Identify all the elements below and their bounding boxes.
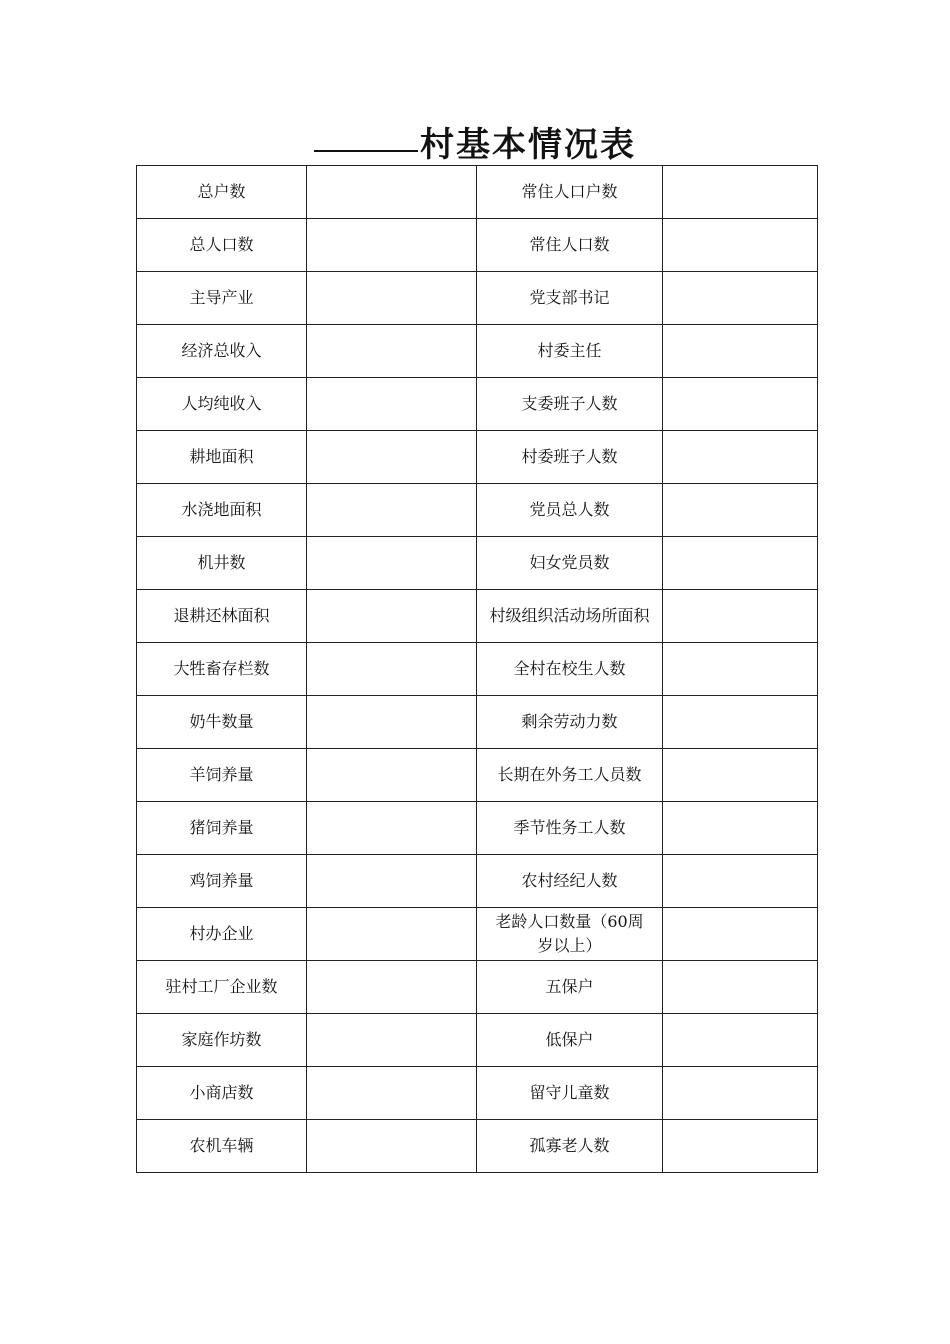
row-label-right	[477, 696, 663, 749]
row-value-left[interactable]	[307, 696, 477, 749]
row-value-left[interactable]	[307, 749, 477, 802]
row-label-right-text: 村委主任	[537, 341, 602, 360]
page-title-text: 村基本情况表	[420, 125, 636, 165]
row-label-left: 人均纯收入	[137, 378, 307, 431]
table-row	[137, 643, 818, 696]
row-label-left: 耕地面积	[137, 431, 307, 484]
row-value-right[interactable]	[663, 961, 818, 1014]
row-label-right-text: 农村经纪人数	[521, 871, 618, 890]
table-row	[137, 855, 818, 908]
row-value-right[interactable]	[663, 855, 818, 908]
row-value-left[interactable]	[307, 378, 477, 431]
village-name-blank[interactable]	[314, 110, 418, 152]
row-label-right-text: 党支部书记	[529, 288, 610, 307]
row-value-left[interactable]	[307, 908, 477, 961]
row-value-left[interactable]	[307, 1120, 477, 1173]
row-label-right-text: 长期在外务工人员数	[497, 765, 642, 784]
table-row	[137, 1067, 818, 1120]
row-value-right[interactable]	[663, 325, 818, 378]
row-value-left[interactable]	[307, 484, 477, 537]
table-row	[137, 378, 818, 431]
row-label-left: 农机车辆	[137, 1120, 307, 1173]
table-row	[137, 484, 818, 537]
row-value-left[interactable]	[307, 166, 477, 219]
row-value-right[interactable]	[663, 590, 818, 643]
row-label-left: 总户数	[137, 166, 307, 219]
row-value-right[interactable]	[663, 1120, 818, 1173]
row-value-right[interactable]	[663, 431, 818, 484]
row-value-right[interactable]	[663, 378, 818, 431]
row-value-right[interactable]	[663, 272, 818, 325]
table-row	[137, 1014, 818, 1067]
row-value-right[interactable]	[663, 696, 818, 749]
table-row	[137, 431, 818, 484]
row-label-right-text: 全村在校生人数	[513, 659, 626, 678]
row-label-left: 大牲畜存栏数	[137, 643, 307, 696]
page-title	[0, 114, 950, 169]
row-value-left[interactable]	[307, 590, 477, 643]
row-label-right	[477, 961, 663, 1014]
row-label-right	[477, 749, 663, 802]
row-value-right[interactable]	[663, 484, 818, 537]
row-value-right[interactable]	[663, 643, 818, 696]
row-label-right-text: 低保户	[545, 1030, 594, 1049]
table-row	[137, 272, 818, 325]
row-label-right	[477, 1067, 663, 1120]
row-label-right	[477, 537, 663, 590]
row-label-right	[477, 272, 663, 325]
table-row	[137, 590, 818, 643]
row-label-right-text: 剩余劳动力数	[521, 712, 618, 731]
row-label-left: 奶牛数量	[137, 696, 307, 749]
table-body	[137, 166, 818, 1173]
row-value-left[interactable]	[307, 961, 477, 1014]
row-label-right-text: 留守儿童数	[529, 1083, 610, 1102]
table-row	[137, 696, 818, 749]
row-value-left[interactable]	[307, 1014, 477, 1067]
row-value-left[interactable]	[307, 855, 477, 908]
row-value-left[interactable]	[307, 537, 477, 590]
row-value-right[interactable]	[663, 908, 818, 961]
row-label-left: 退耕还林面积	[137, 590, 307, 643]
table-row	[137, 219, 818, 272]
row-value-right[interactable]	[663, 749, 818, 802]
row-label-right	[477, 1120, 663, 1173]
table-row	[137, 961, 818, 1014]
row-label-left: 总人口数	[137, 219, 307, 272]
row-label-right	[477, 590, 663, 643]
row-label-right	[477, 802, 663, 855]
row-value-left[interactable]	[307, 325, 477, 378]
row-label-right	[477, 219, 663, 272]
row-value-right[interactable]	[663, 219, 818, 272]
row-label-left: 主导产业	[137, 272, 307, 325]
row-value-right[interactable]	[663, 1014, 818, 1067]
row-value-left[interactable]	[307, 643, 477, 696]
row-label-right	[477, 166, 663, 219]
row-label-right	[477, 484, 663, 537]
row-label-right	[477, 643, 663, 696]
row-value-left[interactable]	[307, 802, 477, 855]
row-label-right-text: 常住人口户数	[521, 182, 618, 201]
table-row	[137, 749, 818, 802]
row-value-right[interactable]	[663, 1067, 818, 1120]
row-label-right-text: 季节性务工人数	[513, 818, 626, 837]
row-label-right-text: 常住人口数	[529, 235, 610, 254]
village-info-table	[136, 165, 818, 1173]
table-row	[137, 908, 818, 961]
row-label-left: 经济总收入	[137, 325, 307, 378]
row-label-right-text: 村级组织活动场所面积	[489, 606, 650, 625]
row-label-right	[477, 855, 663, 908]
row-label-left: 猪饲养量	[137, 802, 307, 855]
row-label-left: 驻村工厂企业数	[137, 961, 307, 1014]
row-value-left[interactable]	[307, 219, 477, 272]
row-value-right[interactable]	[663, 537, 818, 590]
row-label-left: 村办企业	[137, 908, 307, 961]
row-value-left[interactable]	[307, 272, 477, 325]
row-label-left: 鸡饲养量	[137, 855, 307, 908]
row-label-left: 家庭作坊数	[137, 1014, 307, 1067]
row-label-left: 小商店数	[137, 1067, 307, 1120]
row-label-right	[477, 325, 663, 378]
row-label-right-text: 孤寡老人数	[529, 1136, 610, 1155]
row-label-right-text: 党员总人数	[529, 500, 610, 519]
row-label-right	[477, 378, 663, 431]
row-label-right	[477, 431, 663, 484]
row-value-left[interactable]	[307, 431, 477, 484]
table-row	[137, 537, 818, 590]
row-label-right	[477, 1014, 663, 1067]
row-label-right-text: 村委班子人数	[521, 447, 618, 466]
table-row	[137, 802, 818, 855]
row-value-left[interactable]	[307, 1067, 477, 1120]
row-value-right[interactable]	[663, 802, 818, 855]
table-row	[137, 325, 818, 378]
table-row	[137, 166, 818, 219]
row-label-right-text: 支委班子人数	[521, 394, 618, 413]
row-label-left: 羊饲养量	[137, 749, 307, 802]
row-label-left: 机井数	[137, 537, 307, 590]
row-label-right-text: 妇女党员数	[529, 553, 610, 572]
table-row	[137, 1120, 818, 1173]
row-label-right	[477, 908, 663, 961]
row-label-left: 水浇地面积	[137, 484, 307, 537]
row-value-right[interactable]	[663, 166, 818, 219]
row-label-right-text: 五保户	[545, 977, 594, 996]
row-label-right-text: 老龄人口数量（60周岁以上）	[495, 912, 644, 955]
